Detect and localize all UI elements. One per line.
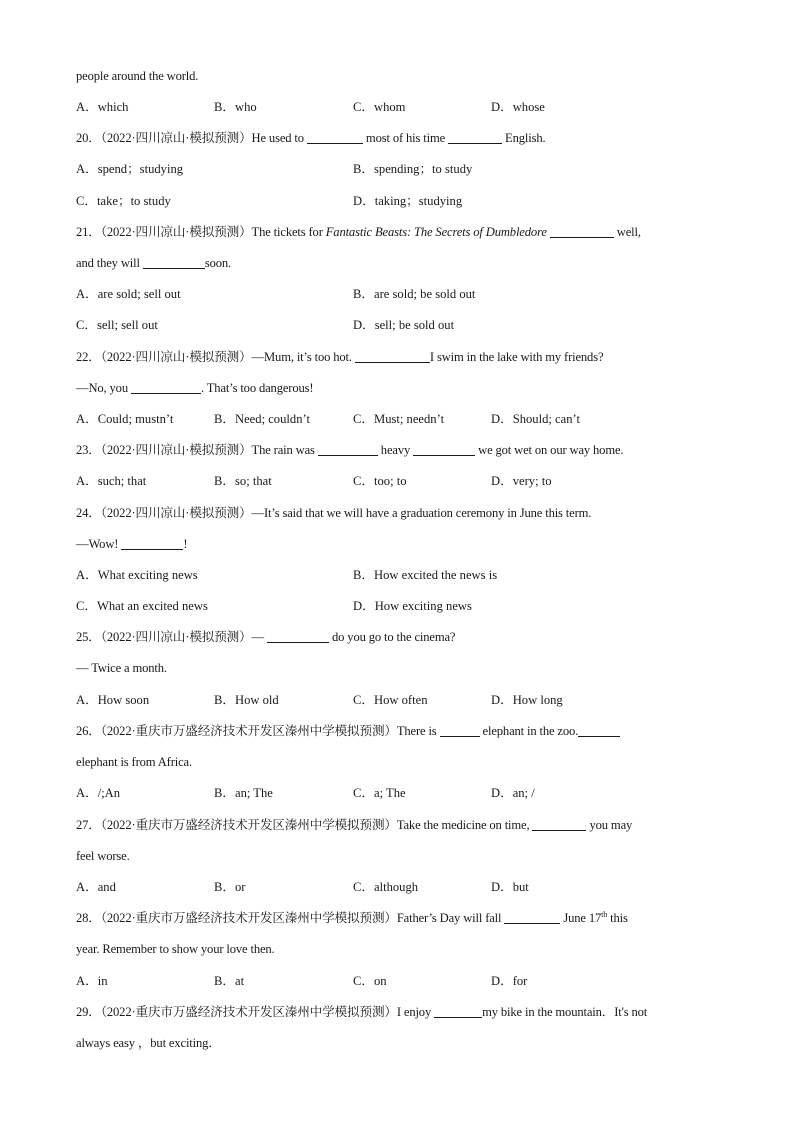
q20-option-b: B．spending；to study: [353, 162, 473, 176]
q22-text-end: I swim in the lake with my friends?: [429, 350, 604, 364]
q24-option-c: C．What an excited news: [76, 599, 208, 613]
answer-blank: [504, 911, 560, 924]
q21-line2-end: soon.: [204, 256, 232, 270]
q20-option-c: C．take；to study: [76, 194, 171, 208]
answer-blank: [532, 818, 586, 831]
q24-stem-line2: [76, 536, 187, 552]
q24-option-d: D．How exciting news: [353, 599, 472, 613]
q25-option-c: C．How often: [353, 693, 428, 707]
q22-option-b: B．Need; couldn’t: [214, 412, 310, 426]
q24-stem: 24．（2022·四川凉山·模拟预测）—It’s said that we will have a graduation ceremony in June this term.: [76, 506, 592, 520]
q25-stem: [76, 629, 455, 645]
q26-text-mid: elephant in the zoo.: [482, 724, 579, 738]
q22-stem: [76, 349, 603, 365]
q22-option-d: D．Should; can’t: [491, 412, 580, 426]
q19-option-d: D．whose: [491, 100, 545, 114]
q21-option-a: A．are sold; sell out: [76, 287, 181, 301]
q21-number: 21．（2022·四川凉山·模拟预测）The tickets for: [76, 225, 323, 239]
q29-stem-line2: always easy ，but exciting．: [76, 1036, 221, 1050]
q27-option-d: D．but: [491, 880, 529, 894]
q26-option-d: D．an; /: [491, 786, 535, 800]
q23-stem: [76, 442, 623, 458]
q23-option-d: D．very; to: [491, 474, 552, 488]
q28-date: June 17: [563, 911, 602, 925]
q21-option-d: D．sell; be sold out: [353, 318, 455, 332]
q19-stem-tail: people around the world.: [76, 69, 199, 83]
q21-line2-start: and they will: [76, 256, 140, 270]
q22-option-a: A．Could; mustn’t: [76, 412, 174, 426]
q23-text-mid: heavy: [380, 443, 411, 457]
q27-option-a: A．and: [76, 880, 116, 894]
q23-option-a: A．such; that: [76, 474, 147, 488]
q29-text-end: my bike in the mountain．It's not: [482, 1005, 648, 1019]
answer-blank: [448, 131, 502, 144]
q25-option-b: B．How old: [214, 693, 279, 707]
q24-option-a: A．What exciting news: [76, 568, 198, 582]
q24-line2-end: !: [183, 537, 188, 551]
q29-number: 29．（2022·重庆市万盛经济技术开发区溱州中学模拟预测）I enjoy: [76, 1005, 432, 1019]
q20-text-mid: most of his time: [365, 131, 446, 145]
answer-blank: [578, 724, 620, 737]
q24-option-b: B．How excited the news is: [353, 568, 498, 582]
q22-number: 22．（2022·四川凉山·模拟预测）—Mum, it’s too hot.: [76, 350, 352, 364]
q21-movie-title: Fantastic Beasts: The Secrets of Dumbledore: [325, 225, 547, 239]
q28-option-b: B．at: [214, 974, 245, 988]
q27-number: 27．（2022·重庆市万盛经济技术开发区溱州中学模拟预测）Take the medicine on time,: [76, 818, 530, 832]
answer-blank: [143, 256, 205, 269]
q23-number: 23．（2022·四川凉山·模拟预测）The rain was: [76, 443, 315, 457]
answer-blank: [318, 443, 378, 456]
q24-line2-start: —Wow!: [76, 537, 119, 551]
q28-date-suffix: th: [601, 910, 608, 919]
q28-option-d: D．for: [491, 974, 528, 988]
q23-option-c: C．too; to: [353, 474, 407, 488]
q28-stem: [76, 910, 628, 926]
answer-blank: [413, 443, 475, 456]
q26-option-c: C．a; The: [353, 786, 406, 800]
q27-text-end: you may: [589, 818, 633, 832]
q21-option-b: B．are sold; be sold out: [353, 287, 476, 301]
q21-text-end: well,: [616, 225, 641, 239]
answer-blank: [550, 225, 614, 238]
q22-option-c: C．Must; needn’t: [353, 412, 445, 426]
q19-option-a: A．which: [76, 100, 129, 114]
q25-option-d: D．How long: [491, 693, 563, 707]
q27-option-c: C．although: [353, 880, 419, 894]
q27-stem-line2: feel worse.: [76, 849, 130, 863]
q26-stem-line2: elephant is from Africa.: [76, 755, 192, 769]
q20-option-d: D．taking；studying: [353, 194, 463, 208]
q22-line2-start: —No, you: [76, 381, 128, 395]
q20-text-end: English.: [505, 131, 546, 145]
q28-text-end: this: [610, 911, 628, 925]
answer-blank: [267, 630, 329, 643]
q21-stem: [76, 224, 641, 240]
q28-number: 28．（2022·重庆市万盛经济技术开发区溱州中学模拟预测）Father’s Day will fall: [76, 911, 502, 925]
answer-blank: [440, 724, 480, 737]
q27-stem: [76, 817, 632, 833]
q20-number: 20．（2022·四川凉山·模拟预测）He used to: [76, 131, 304, 145]
q25-text-end: do you go to the cinema?: [332, 630, 456, 644]
q22-line2-end: . That’s too dangerous!: [200, 381, 314, 395]
answer-blank: [131, 381, 201, 394]
q26-stem: [76, 723, 620, 739]
q20-option-a: A．spend；studying: [76, 162, 184, 176]
q21-option-c: C．sell; sell out: [76, 318, 158, 332]
q22-stem-line2: [76, 380, 313, 396]
q19-option-b: B．who: [214, 100, 257, 114]
q27-option-b: B．or: [214, 880, 246, 894]
answer-blank: [121, 537, 183, 550]
q25-option-a: A．How soon: [76, 693, 150, 707]
q28-option-c: C．on: [353, 974, 387, 988]
answer-blank: [355, 350, 430, 363]
q26-option-a: A．/;An: [76, 786, 121, 800]
q23-text-end: we got wet on our way home.: [478, 443, 624, 457]
q26-number: 26．（2022·重庆市万盛经济技术开发区溱州中学模拟预测）There is: [76, 724, 437, 738]
q19-option-c: C．whom: [353, 100, 406, 114]
q29-stem: [76, 1004, 647, 1020]
q23-option-b: B．so; that: [214, 474, 272, 488]
q28-option-a: A．in: [76, 974, 108, 988]
q20-stem: [76, 130, 545, 146]
answer-blank: [434, 1005, 482, 1018]
q28-stem-line2: year. Remember to show your love then.: [76, 942, 275, 956]
answer-blank: [307, 131, 363, 144]
q21-stem-line2: [76, 255, 231, 271]
q25-stem-line2: — Twice a month.: [76, 661, 167, 675]
q26-option-b: B．an; The: [214, 786, 273, 800]
q25-number: 25．（2022·四川凉山·模拟预测）—: [76, 630, 264, 644]
